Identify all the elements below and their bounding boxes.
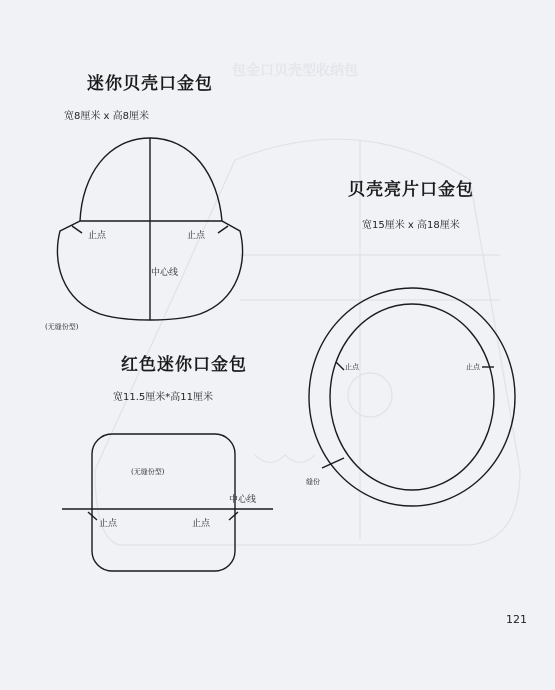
page-number: 121 — [506, 613, 527, 626]
shell-flat-seam-label: 缝份 — [306, 478, 320, 486]
oval-inner — [330, 304, 494, 490]
mini-shell-stop-right-label: 止点 — [187, 231, 206, 241]
red-mini-center-line-label: 中心线 — [229, 495, 257, 505]
red-mini-no-seam-note: (无缝份型) — [131, 468, 165, 476]
red-mini-dimensions: 宽11.5厘米*高11厘米 — [113, 392, 213, 403]
ghost-heading: 包金口贝壳型收纳包 — [232, 63, 358, 79]
red-mini-stop-tick-right — [229, 512, 238, 520]
oval-stop-tick-left — [336, 362, 344, 370]
shell-flat-stop-left-label: 止点 — [345, 363, 359, 371]
red-mini-frame — [92, 434, 235, 571]
red-mini-stop-left-label: 止点 — [99, 519, 118, 529]
mini-shell-pattern — [57, 138, 242, 320]
mini-shell-stop-left-label: 止点 — [88, 231, 107, 241]
mini-shell-stop-tick-right — [218, 226, 228, 233]
oval-outer — [309, 288, 515, 506]
mini-shell-center-line-label: 中心线 — [151, 268, 179, 278]
shell-flat-title: 贝壳亮片口金包 — [348, 180, 474, 200]
mini-shell-top-piece — [80, 138, 222, 221]
shell-flat-pattern — [309, 288, 515, 506]
mini-shell-title: 迷你贝壳口金包 — [87, 74, 213, 94]
mini-shell-stop-tick-left — [72, 226, 82, 233]
mini-shell-dimensions: 宽8厘米 x 高8厘米 — [64, 111, 149, 122]
red-mini-stop-right-label: 止点 — [192, 519, 211, 529]
mini-shell-no-seam-note: (无缝份型) — [45, 323, 79, 331]
shell-flat-dimensions: 宽15厘米 x 高18厘米 — [362, 220, 460, 231]
shell-flat-stop-right-label: 止点 — [466, 363, 480, 371]
red-mini-title: 红色迷你口金包 — [121, 355, 247, 375]
